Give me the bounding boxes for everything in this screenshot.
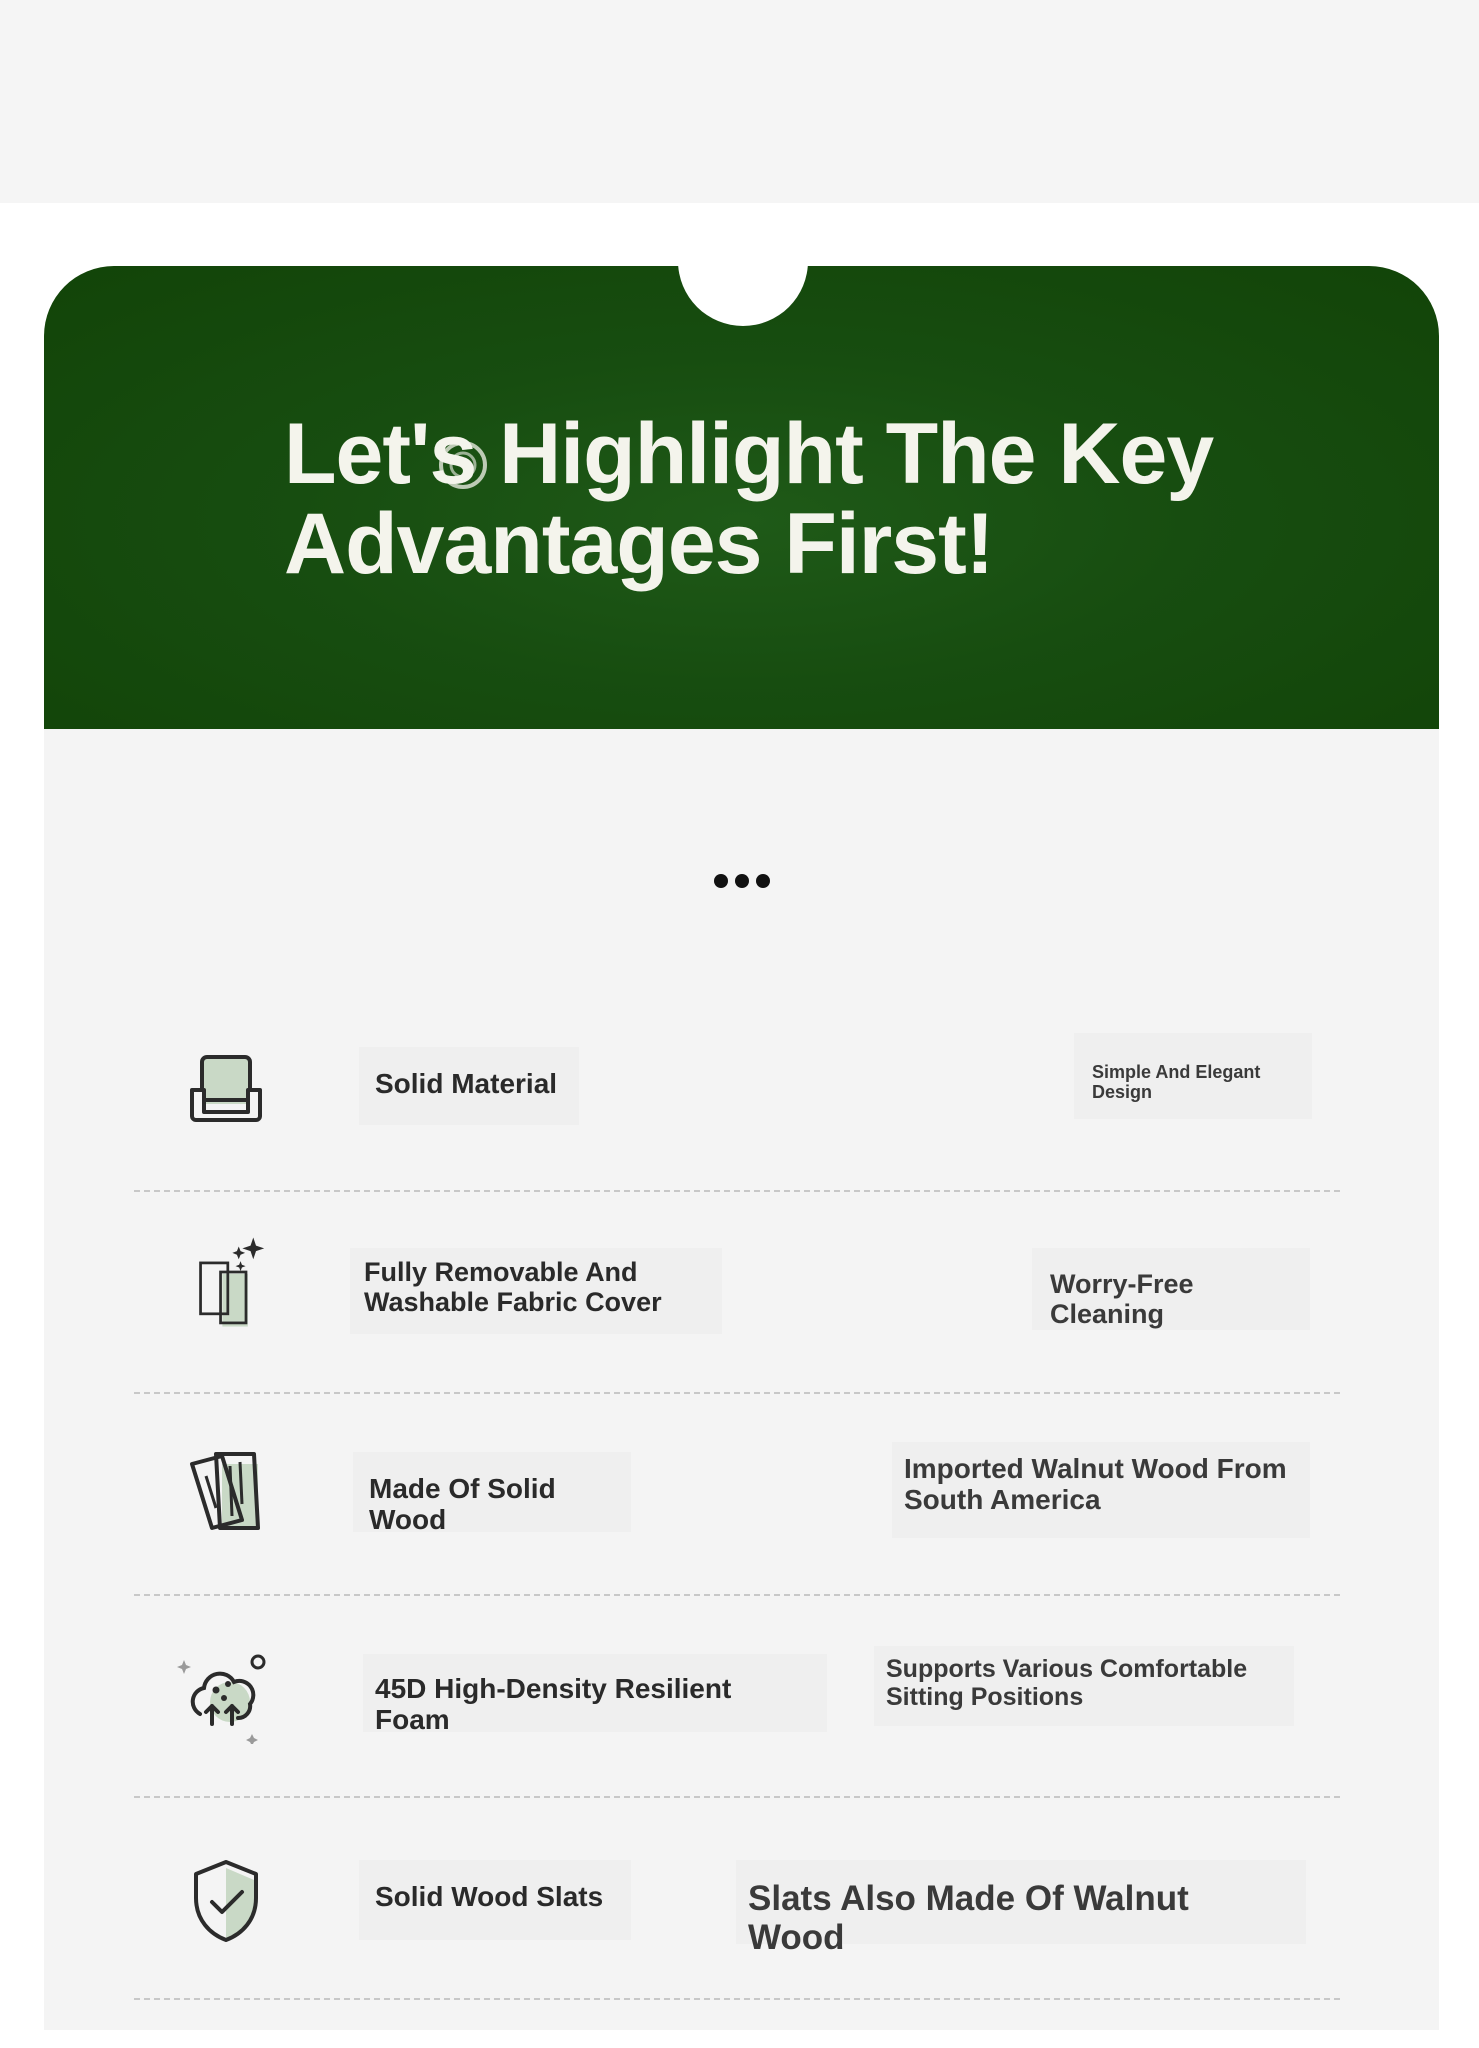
- feature-detail: Simple And Elegant Design: [1074, 1033, 1312, 1119]
- card-header: [44, 266, 1439, 729]
- header-notch: [678, 266, 808, 326]
- top-band: [0, 0, 1479, 203]
- feature-title: Solid Wood Slats: [359, 1860, 631, 1940]
- feature-title: Fully Removable And Washable Fabric Cover: [350, 1248, 722, 1334]
- feature-detail: Worry-Free Cleaning: [1032, 1248, 1310, 1330]
- feature-row: [134, 1798, 1340, 2000]
- feature-title: Solid Material: [359, 1047, 579, 1125]
- clean-fabric-icon: [176, 1232, 276, 1332]
- feature-row: [134, 1192, 1340, 1394]
- feature-title: 45D High-Density Resilient Foam: [363, 1654, 827, 1732]
- feature-row: [134, 1394, 1340, 1596]
- feature-detail: Slats Also Made Of Walnut Wood: [736, 1860, 1306, 1944]
- feature-detail: Imported Walnut Wood From South America: [892, 1442, 1310, 1538]
- headline-line-1: Let's Highlight The Key: [284, 406, 1214, 502]
- shield-check-icon: [176, 1852, 276, 1952]
- feature-row: [134, 990, 1340, 1192]
- foam-bubbles-icon: [176, 1644, 276, 1744]
- feature-row: [134, 1596, 1340, 1798]
- wood-planks-icon: [176, 1442, 276, 1542]
- feature-title: Made Of Solid Wood: [353, 1452, 631, 1532]
- ellipsis-icon: [714, 873, 770, 889]
- ring-decoration-icon: [432, 434, 494, 496]
- armchair-icon: [176, 1040, 276, 1140]
- advantages-card: [44, 266, 1439, 2030]
- feature-detail: Supports Various Comfortable Sitting Positions: [874, 1646, 1294, 1726]
- card-body: [44, 729, 1439, 2030]
- headline-line-2: Advantages First!: [284, 496, 994, 592]
